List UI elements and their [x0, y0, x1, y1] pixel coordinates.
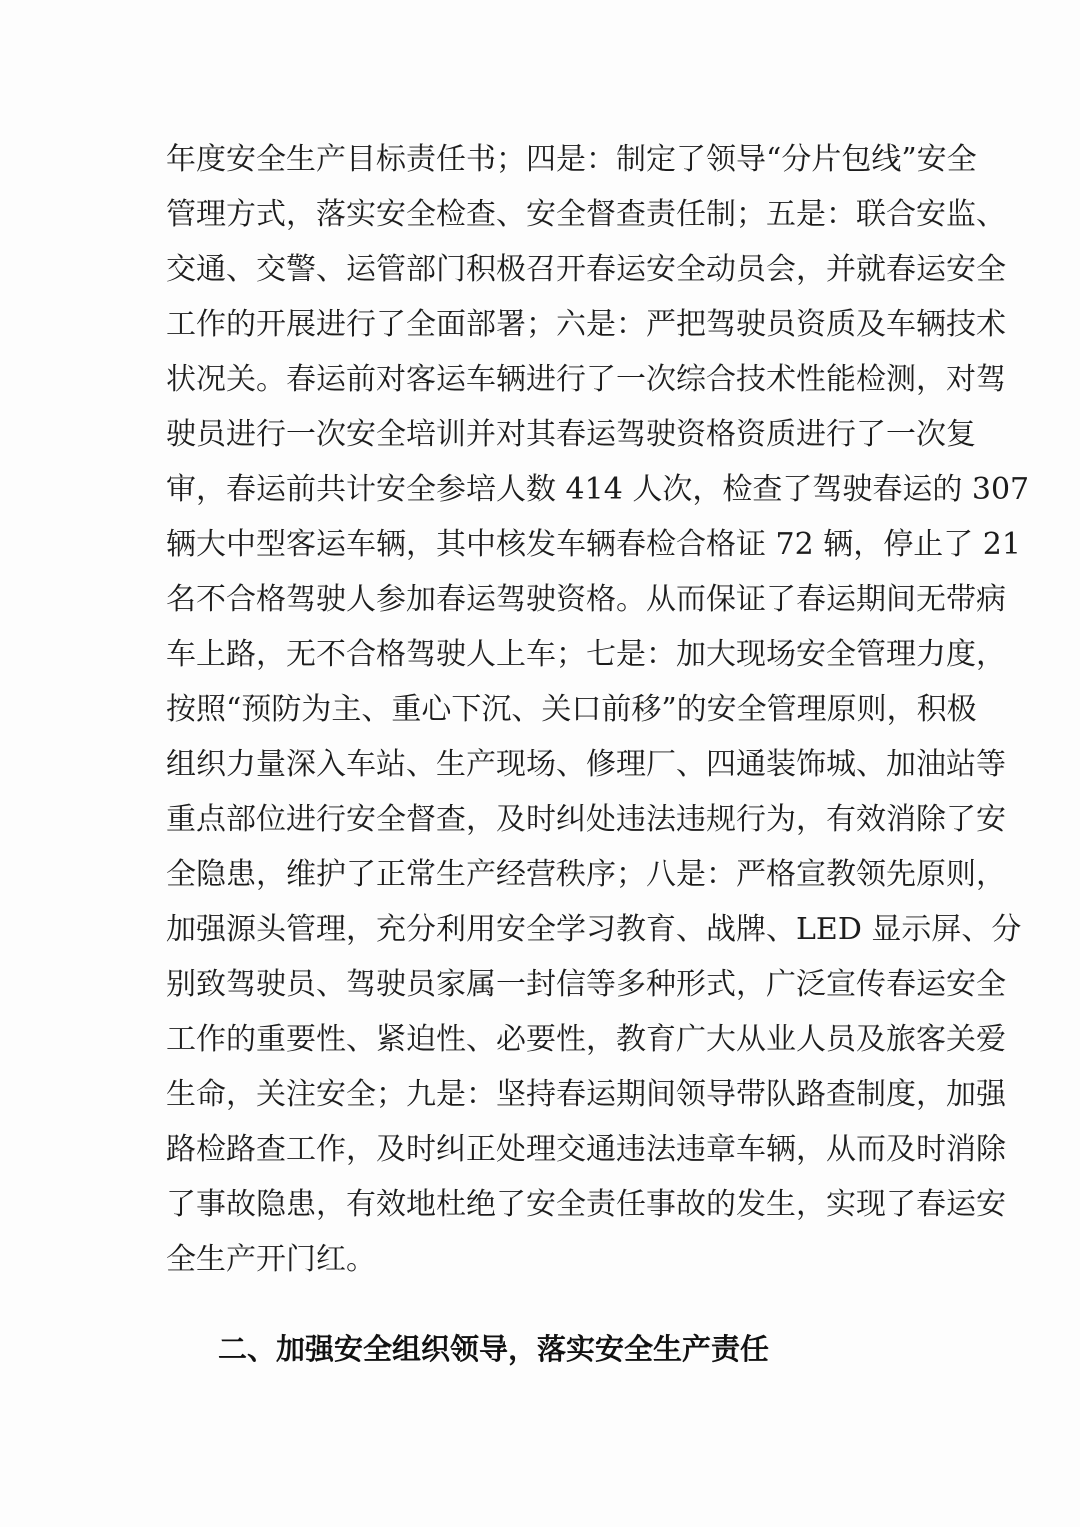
paragraph-line-last: 全生产开门红。 — [166, 1242, 376, 1277]
paragraph-line: 加强源头管理，充分利用安全学习教育、战牌、LED 显示屏、分 — [166, 912, 1022, 947]
paragraph-line: 年度安全生产目标责任书；四是：制定了领导“分片包线”安全 — [166, 142, 977, 177]
paragraph-line: 驶员进行一次安全培训并对其春运驾驶资格资质进行了一次复 — [166, 417, 976, 452]
section-heading: 二、加强安全组织领导，落实安全生产责任 — [218, 1332, 770, 1366]
paragraph-line: 名不合格驾驶人参加春运驾驶资格。从而保证了春运期间无带病 — [166, 582, 1006, 617]
paragraph-line: 路检路查工作，及时纠正处理交通违法违章车辆，从而及时消除 — [166, 1132, 1006, 1167]
paragraph-line: 管理方式，落实安全检查、安全督查责任制；五是：联合安监、 — [166, 197, 1006, 232]
paragraph-line: 了事故隐患，有效地杜绝了安全责任事故的发生，实现了春运安 — [166, 1187, 1006, 1222]
paragraph-line: 工作的开展进行了全面部署；六是：严把驾驶员资质及车辆技术 — [166, 307, 1006, 342]
paragraph-line: 别致驾驶员、驾驶员家属一封信等多种形式，广泛宣传春运安全 — [166, 967, 1006, 1002]
paragraph-line: 辆大中型客运车辆，其中核发车辆春检合格证 72 辆，停止了 21 — [166, 527, 1021, 562]
paragraph-line: 车上路，无不合格驾驶人上车；七是：加大现场安全管理力度， — [166, 637, 1006, 672]
paragraph-line: 生命，关注安全；九是：坚持春运期间领导带队路查制度，加强 — [166, 1077, 1006, 1112]
body-paragraph — [166, 132, 1030, 1287]
paragraph-line: 工作的重要性、紧迫性、必要性，教育广大从业人员及旅客关爱 — [166, 1022, 1006, 1057]
paragraph-line: 重点部位进行安全督查，及时纠处违法违规行为，有效消除了安 — [166, 802, 1006, 837]
paragraph-line: 审，春运前共计安全参培人数 414 人次，检查了驾驶春运的 307 — [166, 472, 1030, 507]
paragraph-line: 组织力量深入车站、生产现场、修理厂、四通装饰城、加油站等 — [166, 747, 1006, 782]
paragraph-line: 交通、交警、运管部门积极召开春运安全动员会，并就春运安全 — [166, 252, 1006, 287]
paragraph-line: 全隐患，维护了正常生产经营秩序；八是：严格宣教领先原则， — [166, 857, 1006, 892]
paragraph-line: 状况关。春运前对客运车辆进行了一次综合技术性能检测，对驾 — [166, 362, 1006, 397]
paragraph-line: 按照“预防为主、重心下沉、关口前移”的安全管理原则，积极 — [166, 692, 977, 727]
